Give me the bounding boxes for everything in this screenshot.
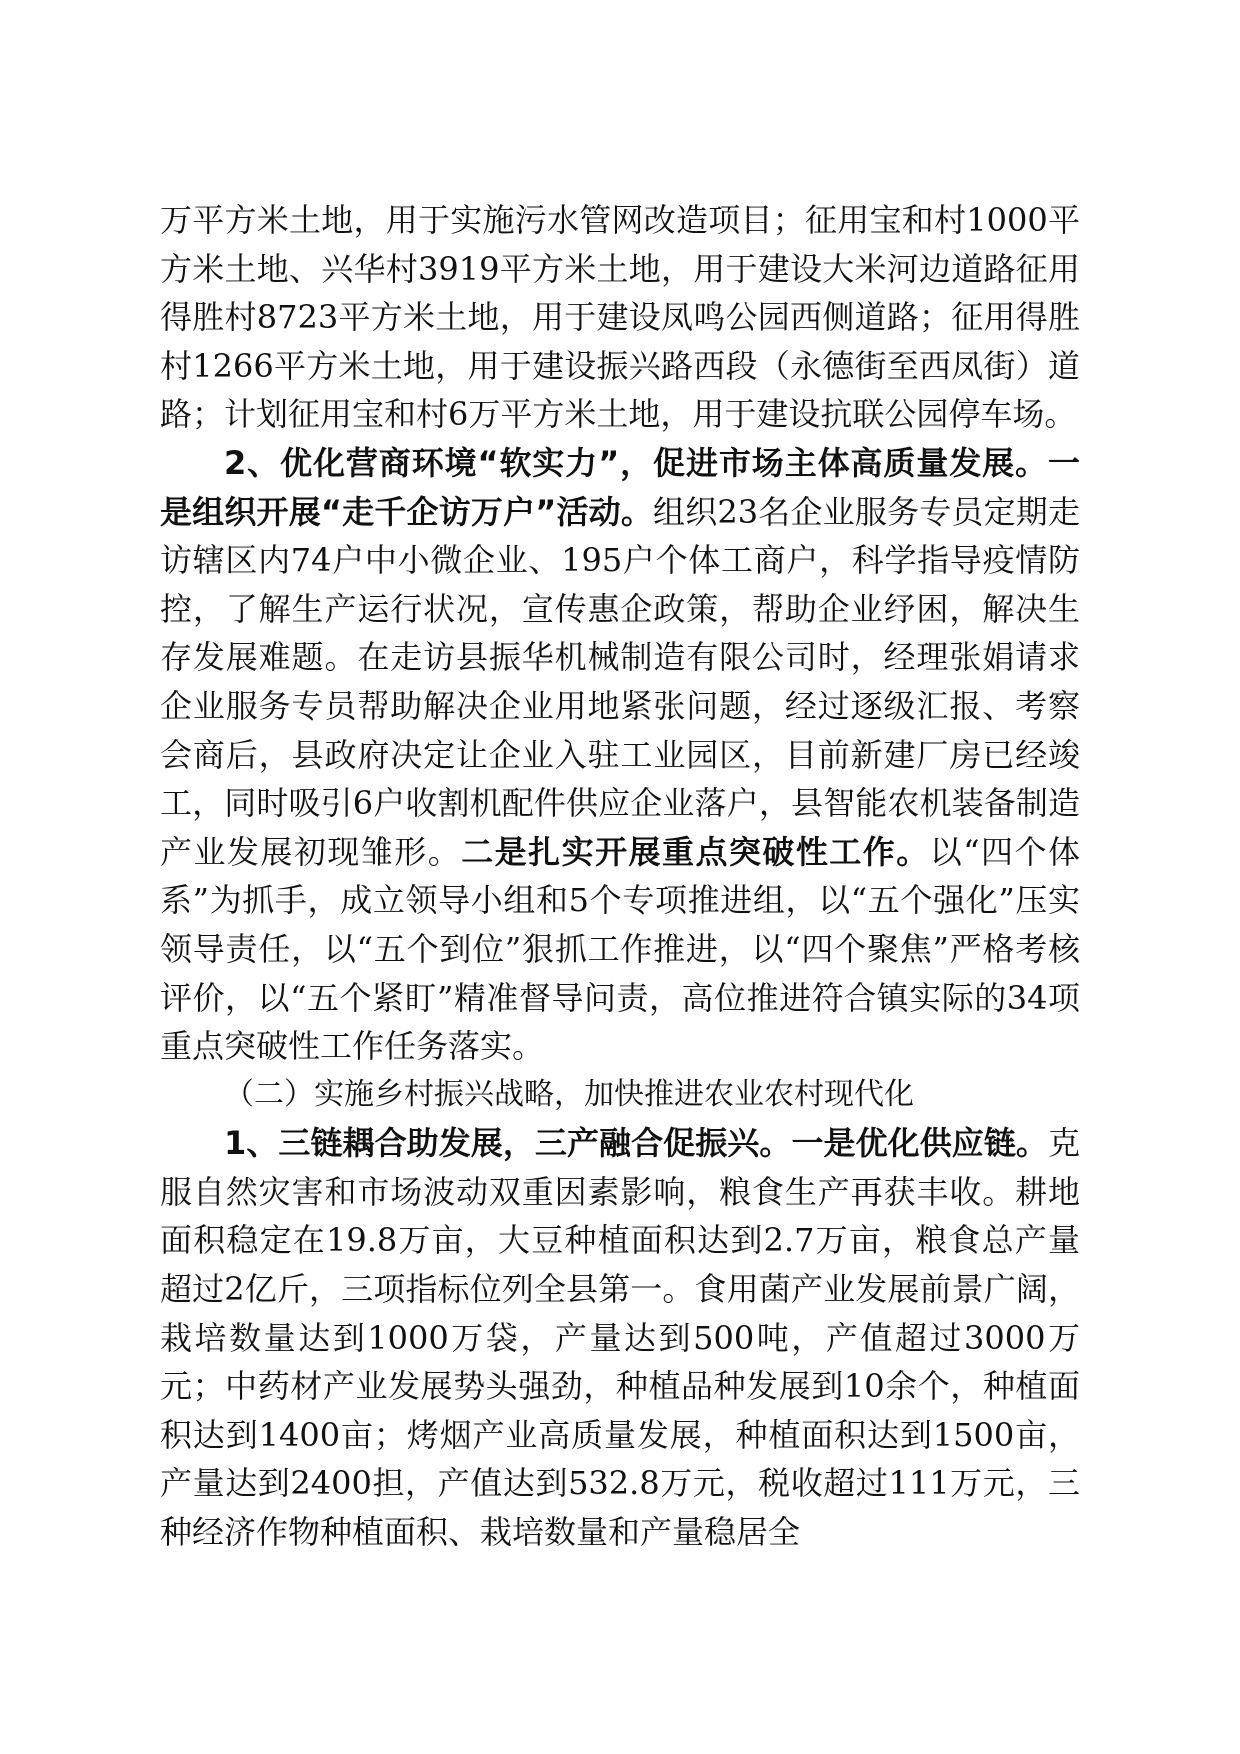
paragraph-text: 组织23名企业服务专员定期走访辖区内74户中小微企业、195户个体工商户，科学指导疫情防控，了解生产运行状况，宣传惠企政策，帮助企业纾困，解决生存发展难题。在走访县振华机械制造有限公司时，经理张娟请求企业服务专员帮助解决企业用地紧张问题，经过逐级汇报、考察会商后，县政府决定让企业入驻工业园区，目前新建厂房已经竣工，同时吸引6户收割机配件供应企业落户，县智能农机装备制造产业发展初现雏形。 — [160, 492, 1080, 871]
paragraph-supply-chain — [160, 1119, 1080, 1556]
lead-visit-enterprises: 一是组织开展“走千企访万户”活动。 — [160, 443, 1080, 531]
section-title-rural-revitalization: （二）实施乡村振兴战略，加快推进农业农村现代化 — [224, 1076, 914, 1112]
paragraph-business-environment — [160, 439, 1080, 1071]
lead-key-breakthrough: 二是扎实开展重点突破性工作。 — [461, 832, 930, 871]
section-heading-business-environment: 2、优化营商环境“软实力”，促进市场主体高质量发展。 — [224, 443, 1048, 482]
lead-optimize-supply-chain: 一是优化供应链。 — [791, 1124, 1048, 1163]
paragraph-text: 以“四个体系”为抓手，成立领导小组和5个专项推进组，以“五个强化”压实领导责任，以“五个到位”狠抓工作推进，以“四个聚焦”严格考核评价，以“五个紧盯”精准督导问责，高位推进符合镇实际的34项重点突破性工作任务落实。 — [160, 832, 1080, 1066]
paragraph-text: 克服自然灾害和市场波动双重因素影响，粮食生产再获丰收。耕地面积稳定在19.8万亩，大豆种植面积达到2.7万亩，粮食总产量超过2亿斤，三项指标位列全县第一。食用菌产业发展前景广阔，栽培数量达到1000万袋，产量达到500吨，产值超过3000万元；中药材产业发展势头强劲，种植品种发展到10余个，种植面积达到1400亩；烤烟产业高质量发展，种植面积达到1500亩，产量达到2400担，产值达到532.8万元，税收超过111万元，三种经济作物种植面积、栽培数量和产量稳居全 — [160, 1124, 1080, 1552]
document-body — [160, 196, 1080, 1557]
paragraph-land-acquisition — [160, 196, 1080, 439]
section-heading-three-chains: 1、三链耦合助发展，三产融合促振兴。 — [224, 1124, 792, 1163]
paragraph-text: 万平方米土地，用于实施污水管网改造项目；征用宝和村1000平方米土地、兴华村3919平方米土地，用于建设大米河边道路征用得胜村8723平方米土地，用于建设凤鸣公园西侧道路；征用得胜村1266平方米土地，用于建设振兴路西段（永德街至西凤街）道路；计划征用宝和村6万平方米土地，用于建设抗联公园停车场。 — [160, 201, 1080, 434]
